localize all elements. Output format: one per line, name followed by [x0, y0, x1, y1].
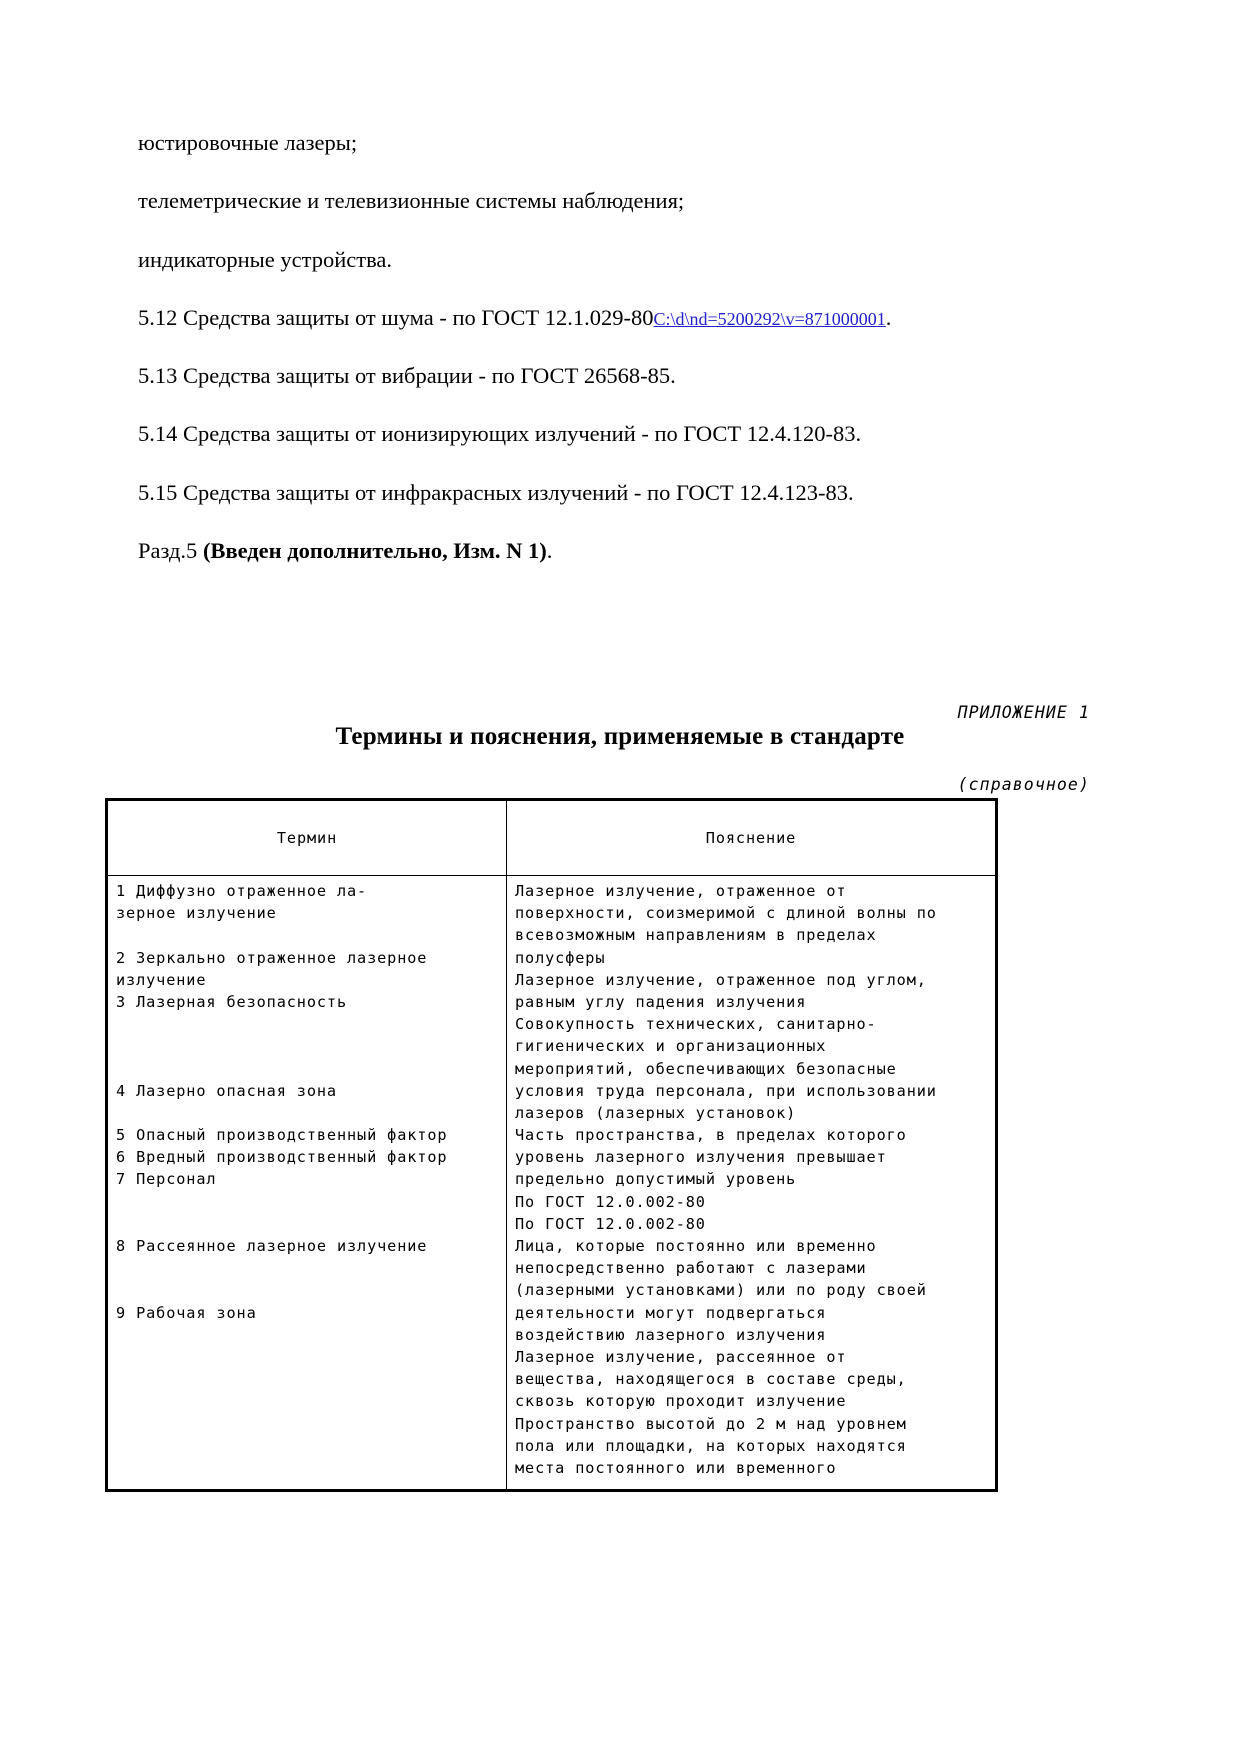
appendix-type: (справочное): [957, 774, 1090, 794]
text-line: вещества, находящегося в составе среды,: [515, 1370, 907, 1389]
text-line: Лазерное излучение, отраженное от: [515, 882, 847, 900]
spacer-line: [116, 1279, 498, 1301]
text-line: 5 Опасный производственный фактор: [116, 1126, 448, 1145]
spacer-line: [116, 1346, 498, 1368]
explanation-lines: [515, 880, 987, 1479]
text-line: лазеров (лазерных установок): [515, 1103, 797, 1122]
text-line: непосредственно работают с лазерами: [515, 1259, 867, 1278]
body-text-block: [138, 128, 1068, 565]
text-line: пола или площадки, на которых находятся: [515, 1436, 907, 1455]
terms-table-body: [107, 876, 997, 1491]
text-line: деятельности могут подвергаться: [515, 1303, 827, 1322]
table-header-row: [107, 800, 997, 876]
spacer-line: [116, 1368, 498, 1390]
text-line: 3 Лазерная безопасность: [116, 992, 348, 1011]
section-note-suffix: .: [546, 537, 553, 563]
text-line: Лица, которые постоянно или временно: [515, 1237, 877, 1255]
text-line: полусферы: [515, 948, 606, 967]
clause-5-13: 5.13 Средства защиты от вибрации - по ГОСТ 26568-85.: [138, 363, 676, 388]
paragraph-telemetry-systems: телеметрические и телевизионные системы наблюдения;: [138, 188, 685, 214]
text-line: условия труда персонала, при использовании: [515, 1081, 937, 1100]
spacer-line: [116, 924, 498, 946]
clause-5-14: 5.14 Средства защиты от ионизирующих излучений - по ГОСТ 12.4.120-83.: [138, 421, 862, 447]
text-line: всевозможным направлениям в пределах: [515, 926, 877, 945]
text-line: предельно допустимый уровень: [515, 1170, 797, 1189]
column-header-term: Термин: [107, 800, 507, 876]
gost-reference-link[interactable]: C:\d\nd=5200292\v=871000001: [653, 308, 886, 329]
terms-table: [105, 798, 998, 1492]
text-line: 4 Лазерно опасная зона: [116, 1081, 337, 1100]
term-lines: [116, 880, 498, 1413]
spacer-line: [116, 1390, 498, 1412]
spacer-line: [116, 1035, 498, 1057]
spacer-line: [116, 1324, 498, 1346]
text-line: места постоянного или временного: [515, 1458, 837, 1477]
text-line: По ГОСТ 12.0.002-80: [515, 1192, 706, 1211]
clause-5-15: 5.15 Средства защиты от инфракрасных излучений - по ГОСТ 12.4.123-83.: [138, 479, 854, 505]
text-line: 7 Персонал: [116, 1170, 217, 1189]
page-title: Термины и пояснения, применяемые в стандарте: [335, 723, 905, 750]
paragraph-indicator-devices: индикаторные устройства.: [138, 246, 393, 272]
text-line: поверхности, соизмеримой с длиной волны по: [515, 904, 937, 923]
text-line: Пространство высотой до 2 м над уровнем: [515, 1414, 907, 1433]
spacer-line: [116, 1102, 498, 1124]
spacer-line: [116, 1191, 498, 1213]
appendix-number: ПРИЛОЖЕНИЕ 1: [957, 702, 1090, 722]
table-row: [107, 876, 997, 1491]
explanation-column-cell: [507, 876, 997, 1491]
section-note-prefix: Разд.5: [138, 537, 203, 563]
clause-5-12: [138, 303, 1068, 332]
text-line: равным углу падения излучения: [515, 992, 807, 1011]
text-line: излучение: [116, 970, 207, 989]
text-line: 1 Диффузно отраженное ла-: [116, 882, 368, 900]
terms-table-head: [107, 800, 997, 876]
section-note-bold: (Введен дополнительно, Изм. N 1): [202, 537, 547, 563]
text-line: (лазерными установками) или по роду своей: [515, 1281, 927, 1300]
text-line: гигиенических и организационных: [515, 1037, 827, 1056]
spacer-line: [116, 1213, 498, 1235]
text-line: 8 Рассеянное лазерное излучение: [116, 1237, 428, 1255]
text-line: Совокупность технических, санитарно-: [515, 1015, 877, 1034]
term-column-cell: [107, 876, 507, 1491]
paragraph-adjustment-lasers: юстировочные лазеры;: [138, 130, 358, 155]
spacer-line: [116, 1058, 498, 1080]
text-line: По ГОСТ 12.0.002-80: [515, 1214, 706, 1233]
spacer-line: [116, 1257, 498, 1279]
text-line: 6 Вредный производственный фактор: [116, 1148, 448, 1167]
text-line: сквозь которую проходит излучение: [515, 1392, 847, 1411]
text-line: мероприятий, обеспечивающих безопасные: [515, 1059, 897, 1078]
text-line: воздействию лазерного излучения: [515, 1325, 827, 1344]
section-amendment-note: [138, 536, 1068, 565]
spacer-line: [116, 1013, 498, 1035]
text-line: Часть пространства, в пределах которого: [515, 1126, 907, 1145]
text-line: Лазерное излучение, рассеянное от: [515, 1347, 847, 1366]
text-line: 2 Зеркально отраженное лазерное: [116, 948, 428, 967]
terms-table-container: [105, 798, 995, 1492]
text-line: 9 Рабочая зона: [116, 1303, 257, 1322]
clause-5-12-period: .: [885, 304, 892, 330]
column-header-explanation: Пояснение: [507, 800, 997, 876]
text-line: зерное излучение: [116, 904, 277, 923]
text-line: Лазерное излучение, отраженное под углом,: [515, 970, 927, 989]
text-line: уровень лазерного излучения превышает: [515, 1148, 887, 1167]
clause-5-12-text: 5.12 Средства защиты от шума - по ГОСТ 12.1.029-80: [138, 304, 654, 330]
